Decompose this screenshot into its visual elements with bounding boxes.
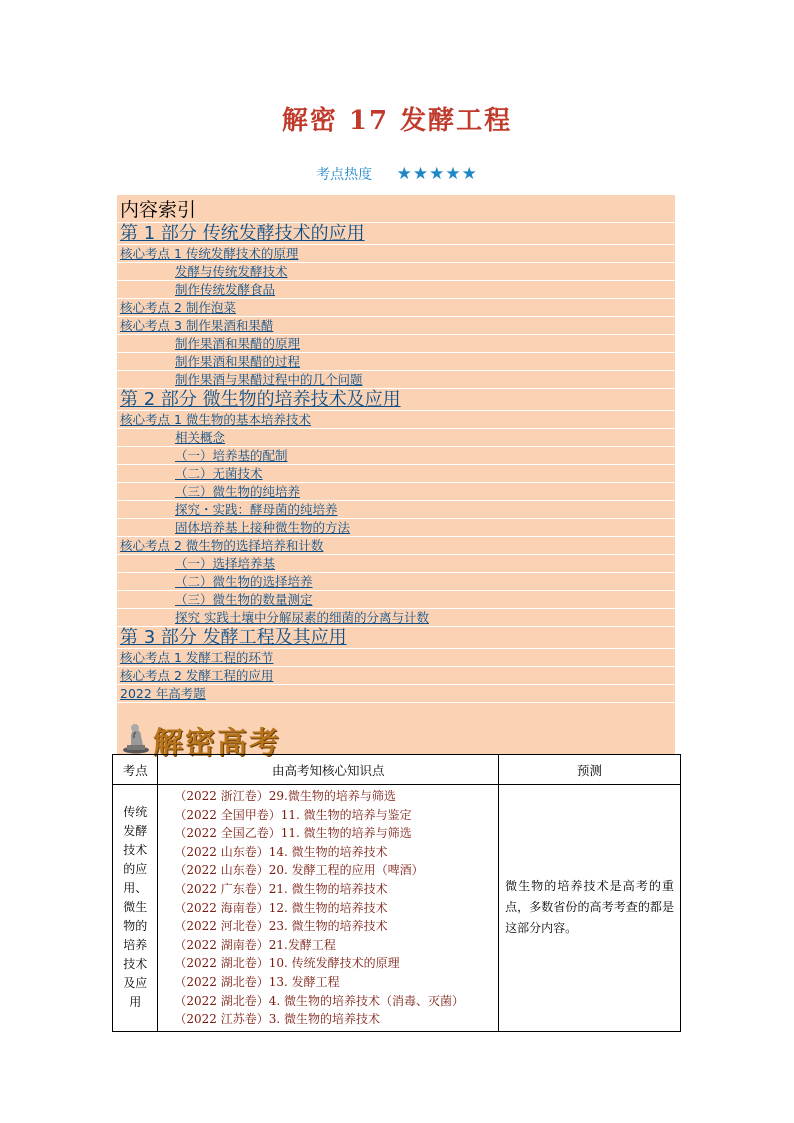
exam-table xyxy=(112,754,681,1032)
topic-line: 传统 xyxy=(123,805,148,820)
index-core-link[interactable]: 核心考点 1 传统发酵技术的原理 xyxy=(117,245,675,263)
index-core-link[interactable]: 核心考点 2 制作泡菜 xyxy=(117,299,675,317)
index-sub-link[interactable]: 发酵与传统发酵技术 xyxy=(117,263,675,281)
list-item: （2022 江苏卷）3. 微生物的培养技术 xyxy=(174,1012,381,1027)
topic-line: 技术 xyxy=(123,843,148,858)
index-sub-link[interactable]: 制作果酒和果醋的原理 xyxy=(117,335,675,353)
list-item: （2022 湖北卷）4. 微生物的培养技术（消毒、灭菌） xyxy=(174,993,465,1008)
topic-line: 发酵 xyxy=(123,824,148,839)
index-sub-link[interactable]: 固体培养基上接种微生物的方法 xyxy=(117,519,675,537)
index-core-link[interactable]: 核心考点 1 发酵工程的环节 xyxy=(117,649,675,667)
list-item: （2022 山东卷）20. 发酵工程的应用（啤酒） xyxy=(174,863,424,878)
banner-title: 解密高考 xyxy=(153,726,281,761)
topic-line: 技术 xyxy=(123,957,148,972)
header-prediction: 预测 xyxy=(499,755,681,785)
heat-rating xyxy=(0,164,794,184)
list-item: （2022 山东卷）14. 微生物的培养技术 xyxy=(174,844,388,859)
index-core-link[interactable]: 核心考点 3 制作果酒和果醋 xyxy=(117,317,675,335)
topic-cell xyxy=(113,785,158,1032)
heat-stars: ★★★★★ xyxy=(396,164,478,184)
list-item: （2022 浙江卷）29.微生物的培养与筛选 xyxy=(174,789,396,803)
heat-label: 考点热度 xyxy=(316,167,373,183)
index-sub-link[interactable]: 制作果酒与果醋过程中的几个问题 xyxy=(117,371,675,389)
page-title: 解密 17 发酵工程 xyxy=(281,106,513,136)
topic-line: 及应 xyxy=(123,976,148,991)
index-sub-link[interactable]: （一）选择培养基 xyxy=(117,555,675,573)
index-core-link[interactable]: 核心考点 2 发酵工程的应用 xyxy=(117,667,675,685)
topic-line: 培养 xyxy=(123,938,148,953)
header-knowledge: 由高考知核心知识点 xyxy=(158,755,499,785)
index-sub-link[interactable]: 制作传统发酵食品 xyxy=(117,281,675,299)
topic-line: 物的 xyxy=(123,919,148,934)
index-part-link[interactable]: 第 3 部分 发酵工程及其应用 xyxy=(117,627,675,649)
index-sub-link[interactable]: 探究・实践：酵母菌的纯培养 xyxy=(117,501,675,519)
index-sub-link[interactable]: 探究 实践土壤中分解尿素的细菌的分离与计数 xyxy=(117,609,675,627)
index-sub-link[interactable]: 相关概念 xyxy=(117,429,675,447)
index-part-link[interactable]: 第 1 部分 传统发酵技术的应用 xyxy=(117,223,675,245)
list-item: （2022 全国甲卷）11. 微生物的培养与鉴定 xyxy=(174,807,412,822)
index-core-link[interactable]: 2022 年高考题 xyxy=(117,685,675,703)
exam-banner xyxy=(117,722,417,761)
index-sub-link[interactable]: （三）微生物的数量测定 xyxy=(117,591,675,609)
index-part-link[interactable]: 第 2 部分 微生物的培养技术及应用 xyxy=(117,389,675,411)
index-core-link[interactable]: 核心考点 2 微生物的选择培养和计数 xyxy=(117,537,675,555)
index-sub-link[interactable]: （一）培养基的配制 xyxy=(117,447,675,465)
index-sub-link[interactable]: （二）无菌技术 xyxy=(117,465,675,483)
table-header-row xyxy=(113,755,681,785)
index-heading: 内容索引 xyxy=(117,197,675,223)
index-core-link[interactable]: 核心考点 1 微生物的基本培养技术 xyxy=(117,411,675,429)
knowledge-items xyxy=(158,785,499,1032)
topic-line: 用、 xyxy=(123,881,148,896)
topic-line: 的应 xyxy=(123,862,148,877)
topic-line: 微生 xyxy=(123,900,148,915)
list-item: （2022 全国乙卷）11. 微生物的培养与筛选 xyxy=(174,826,412,841)
list-item: （2022 河北卷）23. 微生物的培养技术 xyxy=(174,919,388,934)
list-item: （2022 海南卷）12. 微生物的培养技术 xyxy=(174,900,388,915)
index-sub-link[interactable]: 制作果酒和果醋的过程 xyxy=(117,353,675,371)
thinker-statue-icon xyxy=(121,722,151,754)
list-item: （2022 湖南卷）21.发酵工程 xyxy=(174,937,336,952)
table-row xyxy=(113,785,681,1032)
index-sub-link[interactable]: （二）微生物的选择培养 xyxy=(117,573,675,591)
list-item: （2022 广东卷）21. 微生物的培养技术 xyxy=(174,881,388,896)
index-sub-link[interactable]: （三）微生物的纯培养 xyxy=(117,483,675,501)
topic-line: 用 xyxy=(129,995,142,1010)
prediction-cell: 微生物的培养技术是高考的重点，多数省份的高考考查的都是这部分内容。 xyxy=(499,785,681,1032)
header-topic: 考点 xyxy=(113,755,158,785)
content-index xyxy=(117,195,675,755)
list-item: （2022 湖北卷）10. 传统发酵技术的原理 xyxy=(174,956,400,971)
list-item: （2022 湖北卷）13. 发酵工程 xyxy=(174,974,340,989)
